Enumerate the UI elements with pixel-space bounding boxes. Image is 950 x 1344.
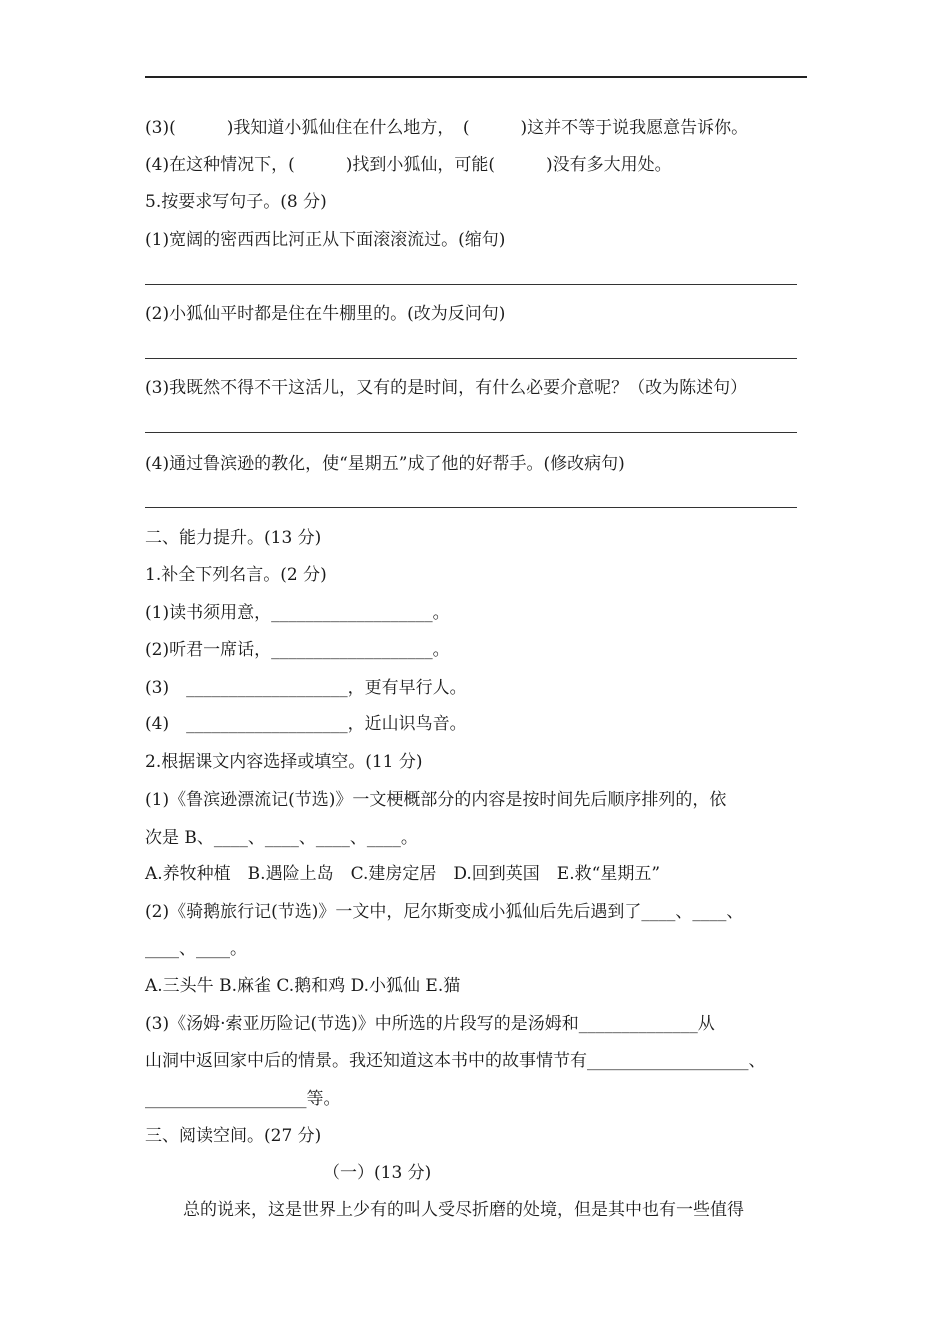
question-2-1-line-1: (1)《鲁滨逊漂流记(节选)》一文梗概部分的内容是按时间先后顺序排列的，依	[145, 790, 727, 810]
question-2-3-line-2: 山洞中返回家中后的情景。我还知道这本书中的故事情节有___________________、	[145, 1051, 766, 1071]
proverb-4: (4) ___________________，近山识鸟音。	[145, 714, 467, 734]
answer-line-4[interactable]	[145, 507, 797, 508]
reading-part-1-heading: （一）(13 分)	[323, 1163, 432, 1183]
proverb-1: (1)读书须用意，___________________。	[145, 603, 450, 623]
question-2-1-line-2: 次是 B、____、____、____、____。	[145, 828, 418, 848]
answer-line-2[interactable]	[145, 358, 797, 359]
answer-line-3[interactable]	[145, 432, 797, 433]
section-2-heading: 二、能力提升。(13 分)	[145, 528, 322, 548]
sentence-task-4: (4)通过鲁滨逊的教化，使“星期五”成了他的好帮手。(修改病句)	[145, 454, 625, 474]
proverb-2: (2)听君一席话，___________________。	[145, 640, 450, 660]
question-2-2-line-1: (2)《骑鹅旅行记(节选)》一文中，尼尔斯变成小狐仙后先后遇到了____、____、	[145, 902, 744, 922]
fill-blank-line-3: (3)( )我知道小狐仙住在什么地方， ( )这并不等于说我愿意告诉你。	[145, 118, 749, 138]
question-2-3-line-3: ___________________等。	[145, 1089, 341, 1109]
sentence-task-3: (3)我既然不得不干这活儿，又有的是时间，有什么必要介意呢？（改为陈述句）	[145, 378, 748, 398]
question-2-1-options: A.养牧种植 B.遇险上岛 C.建房定居 D.回到英国 E.救“星期五”	[145, 864, 661, 884]
question-1-heading: 1.补全下列名言。(2 分)	[145, 565, 327, 585]
question-2-2-line-2: ____、____。	[145, 939, 247, 959]
question-2-heading: 2.根据课文内容选择或填空。(11 分)	[145, 752, 423, 772]
proverb-3: (3) ___________________，更有早行人。	[145, 678, 467, 698]
question-2-2-options: A.三头牛 B.麻雀 C.鹅和鸡 D.小狐仙 E.猫	[145, 976, 461, 996]
header-rule	[145, 76, 807, 78]
question-2-3-line-1: (3)《汤姆·索亚历险记(节选)》中所选的片段写的是汤姆和______________从	[145, 1014, 715, 1034]
sentence-task-1: (1)宽阔的密西西比河正从下面滚滚流过。(缩句)	[145, 230, 506, 250]
question-5-heading: 5.按要求写句子。(8 分)	[145, 192, 327, 212]
reading-passage-line-1: 总的说来，这是世界上少有的叫人受尽折磨的处境，但是其中也有一些值得	[183, 1200, 744, 1220]
sentence-task-2: (2)小狐仙平时都是住在牛棚里的。(改为反问句)	[145, 304, 506, 324]
section-3-heading: 三、阅读空间。(27 分)	[145, 1126, 322, 1146]
answer-line-1[interactable]	[145, 284, 797, 285]
fill-blank-line-4: (4)在这种情况下，( )找到小狐仙，可能( )没有多大用处。	[145, 155, 672, 175]
